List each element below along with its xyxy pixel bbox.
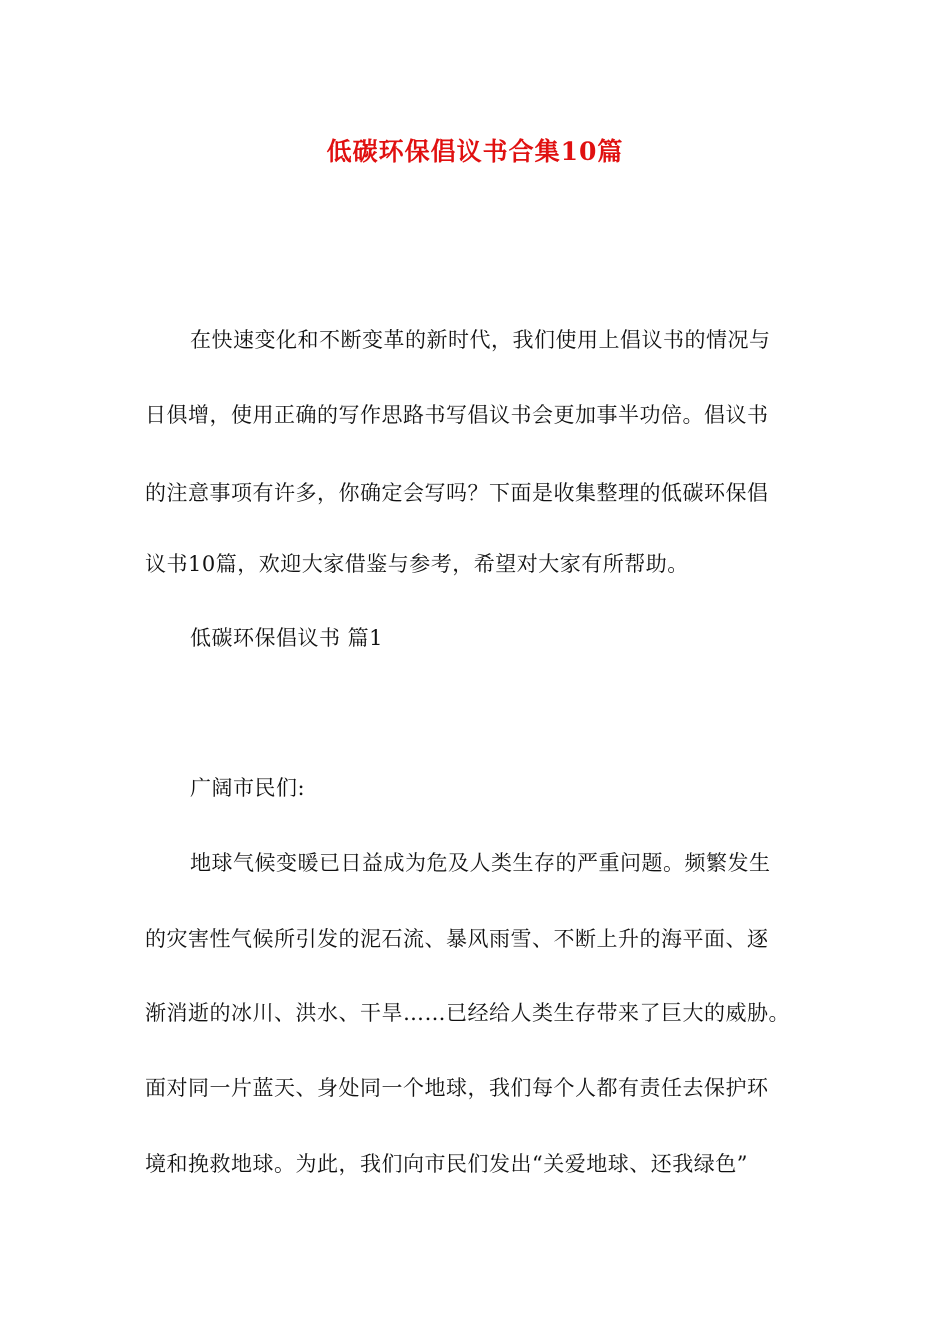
document-title: 低碳环保倡议书合集10篇: [326, 137, 624, 166]
body-line: 地球气候变暖已日益成为危及人类生存的严重问题。频繁发生: [190, 851, 771, 875]
intro-line: 的注意事项有许多，你确定会写吗？下面是收集整理的低碳环保倡: [145, 481, 769, 505]
intro-line: 在快速变化和不断变革的新时代，我们使用上倡议书的情况与: [190, 328, 771, 352]
intro-line: 议书10篇，欢迎大家借鉴与参考，希望对大家有所帮助。: [145, 552, 689, 576]
body-line: 渐消逝的冰川、洪水、干旱……已经给人类生存带来了巨大的威胁。: [145, 1001, 790, 1025]
body-line: 的灾害性气候所引发的泥石流、暴风雨雪、不断上升的海平面、逐: [145, 927, 769, 951]
body-line: 境和挽救地球。为此，我们向市民们发出“关爱地球、还我绿色”: [145, 1152, 748, 1176]
salutation: 广阔市民们:: [190, 776, 306, 800]
body-line: 面对同一片蓝天、身处同一个地球，我们每个人都有责任去保护环: [145, 1076, 769, 1100]
intro-line: 日俱增，使用正确的写作思路书写倡议书会更加事半功倍。倡议书: [145, 403, 769, 427]
section-heading: 低碳环保倡议书 篇1: [190, 626, 384, 650]
